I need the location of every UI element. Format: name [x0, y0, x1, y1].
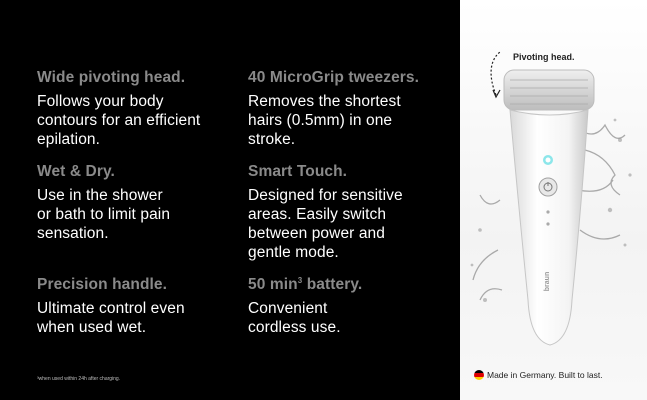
feature-body-line: areas. Easily switch — [248, 206, 387, 223]
feature-body-line: Designed for sensitive — [248, 187, 403, 204]
feature-body-line: stroke. — [248, 131, 296, 148]
feature-body — [37, 186, 237, 243]
feature-body-line: hairs (0.5mm) in one — [248, 112, 393, 129]
feature-body-line: gentle mode. — [248, 244, 339, 261]
brand-logo: braun — [544, 271, 552, 292]
feature-title: Wide pivoting head. — [37, 69, 186, 86]
footnote: ³when used within 24h after charging. — [37, 376, 121, 382]
feature-body-line: contours for an efficient — [37, 112, 201, 129]
feature-body-line: when used wet. — [37, 319, 147, 336]
feature-title: 40 MicroGrip tweezers. — [248, 69, 420, 86]
feature-body-line: cordless use. — [248, 319, 341, 336]
feature-title: Precision handle. — [37, 276, 168, 293]
feature-body — [248, 299, 448, 337]
feature-microgrip-tweezers — [248, 68, 448, 149]
feature-title: Wet & Dry. — [37, 163, 115, 180]
feature-precision-handle — [37, 275, 237, 337]
feature-body-line: sensation. — [37, 225, 109, 242]
feature-body — [248, 186, 448, 262]
feature-title — [248, 275, 448, 294]
feature-body-line: Ultimate control even — [37, 300, 185, 317]
feature-body-line: Use in the shower — [37, 187, 163, 204]
feature-title: Smart Touch. — [248, 163, 348, 180]
made-in-germany — [474, 370, 603, 380]
feature-body — [248, 92, 448, 149]
made-in-text: Made in Germany. Built to last. — [487, 370, 603, 380]
feature-smart-touch — [248, 162, 448, 262]
feature-body-line: Follows your body — [37, 93, 164, 110]
feature-battery — [248, 275, 448, 337]
feature-body-line: Convenient — [248, 300, 328, 317]
title-superscript: 3 — [297, 275, 303, 285]
title-main: 50 min — [248, 276, 298, 293]
feature-wide-pivoting-head — [37, 68, 237, 149]
germany-flag-icon — [474, 370, 484, 380]
feature-body-line: epilation. — [37, 131, 101, 148]
feature-body — [37, 92, 237, 149]
title-end: battery. — [302, 276, 363, 293]
feature-body-line: between power and — [248, 225, 385, 242]
feature-body-line: Removes the shortest — [248, 93, 401, 110]
feature-body-line: or bath to limit pain — [37, 206, 171, 223]
feature-body — [37, 299, 237, 337]
feature-wet-and-dry — [37, 162, 237, 243]
pivot-label: Pivoting head. — [513, 52, 575, 62]
